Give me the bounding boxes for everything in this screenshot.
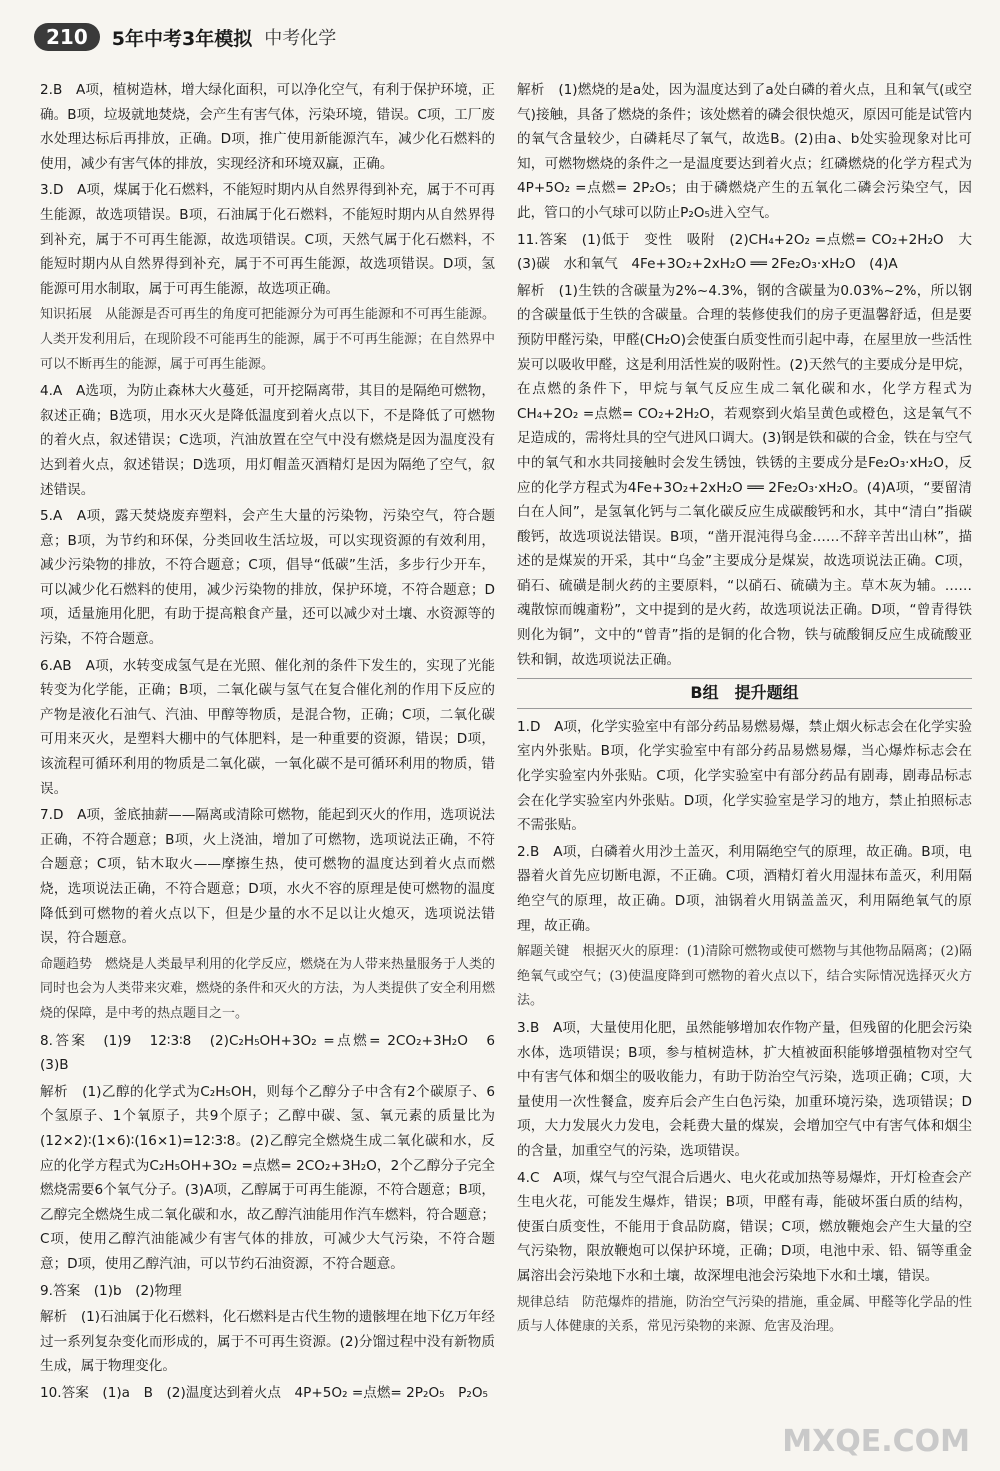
answer-paragraph: 5.A A项，露天焚烧废弃塑料，会产生大量的污染物，污染空气，符合题意；B项，为节约和环保，分类回收生活垃圾，可以实现资源的有效利用，减少污染物的排放，不符合题意；C项，倡导“低碳”生活，多步行少开车，可以减少化石燃料的使用，减少污染物的排放，保护环境，不符合题意；D项，适量施用化肥，有助于提高粮食产量，还可以减少对土壤、水资源等的污染，不符合题意。 bbox=[40, 508, 495, 648]
answer-paragraph: 6.AB A项，水转变成氢气是在光照、催化剂的条件下发生的，实现了光能转变为化学能，正确；B项，二氧化碳与氢气在复合催化剂的作用下反应的产物是液化石油气、汽油、甲醇等物质，是混合物，正确；C项，二氧化碳可用来灭火，是塑料大棚中的气体肥料，是一种重要的资源，错误；D项，该流程可循环利用的物质是二氧化碳，一氧化碳不是可循环利用的物质，错误。 bbox=[40, 657, 495, 797]
answer-paragraph: 解析 (1)燃烧的是a处，因为温度达到了a处白磷的着火点，且和氧气(或空气)接触，具备了燃烧的条件；该处燃着的磷会很快熄灭，原因可能是试管内的氧气含量较少，白磷耗尽了氧气，故选B。(2)由a、b处实验现象对比可知，可燃物燃烧的条件之一是温度要达到着火点；红磷燃烧的化学方程式为4P+5O₂ =点燃= 2P₂O₅；由于磷燃烧产生的五氧化二磷会污染空气，因此，管口的小气球可以防止P₂O₅进入空气。 bbox=[517, 82, 972, 221]
book-series-title: 5年中考3年模拟 bbox=[111, 27, 253, 50]
answer-paragraph: 2.B A项，植树造林，增大绿化面积，可以净化空气，有利于保护环境，正确。B项，垃圾就地焚烧，会产生有害气体，污染环境，错误。C项，工厂废水处理达标后再排放，正确。D项，推广使用新能源汽车，减少化石燃料的使用，减少有害气体的排放，实现经济和环境双赢，正确。 bbox=[40, 82, 495, 172]
answer-paragraph: 解析 (1)石油属于化石燃料，化石燃料是古代生物的遗骸埋在地下亿万年经过一系列复杂变化而形成的，属于不可再生资源。(2)分馏过程中没有新物质生成，属于物理变化。 bbox=[40, 1309, 495, 1375]
answer-paragraph: 3.B A项，大量使用化肥，虽然能够增加农作物产量，但残留的化肥会污染水体，选项错误；B项，参与植树造林，扩大植被面积能够增强植物对空气中有害气体和烟尘的吸收能力，有助于防治空气污染，选项正确；C项，大量使用一次性餐盒，废弃后会产生白色污染，加重环境污染，选项错误；D项，大力发展火力发电，会耗费大量的煤炭，会增加空气中有害气体和烟尘的含量，加重空气的污染，选项错误。 bbox=[517, 1019, 972, 1159]
note-paragraph: 解题关键 根据灭火的原理：(1)清除可燃物或使可燃物与其他物品隔离；(2)隔绝氧气或空气；(3)使温度降到可燃物的着火点以下，结合实际情况选择灭火方法。 bbox=[517, 944, 972, 1009]
answer-paragraph: 7.D A项，釜底抽薪——隔离或清除可燃物，能起到灭火的作用，选项说法正确，不符合题意；B项，火上浇油，增加了可燃物，选项说法正确，不符合题意；C项，钻木取火——摩擦生热，使可燃物的温度达到着火点而燃烧，选项说法正确，不符合题意；D项，水火不容的原理是使可燃物的温度降低到可燃物的着火点以下，但是少量的水不足以让火熄灭，选项说法错误，符合题意。 bbox=[40, 807, 495, 947]
page-header bbox=[34, 12, 974, 62]
answer-paragraph: 解析 (1)生铁的含碳量为2%~4.3%，钢的含碳量为0.03%~2%，所以钢的含碳量低于生铁的含碳量。合理的装修使我们的房子更温馨舒适，但是要预防甲醛污染，甲醛(CH₂O)会使蛋白质变性而引起中毒，在屋里放一些活性炭可以吸收甲醛，这是利用活性炭的吸附性。(2)天然气的主要成分是甲烷，在点燃的条件下，甲烷与氧气反应生成二氧化碳和水，化学方程式为CH₄+2O₂ =点燃= CO₂+2H₂O，若观察到火焰呈黄色或橙色，这是氧气不足造成的，需将灶具的空气进风口调大。(3)钢是铁和碳的合金，铁在与空气中的氧气和水共同接触时会发生锈蚀，铁锈的主要成分是Fe₂O₃·xH₂O，反应的化学方程式为4Fe+3O₂+2xH₂O ══ 2Fe₂O₃·xH₂O。(4)A项，“要留清白在人间”，是氢氧化钙与二氧化碳反应生成碳酸钙和水，其中“清白”指碳酸钙，故选项说法错误。B项，“凿开混沌得乌金……不辞辛苦出山林”，描述的是煤炭的开采，其中“乌金”主要成分是煤炭，故选项说法正确。C项，硝石、硫磺是制火药的主要原料，“以硝石、硫磺为主。草木灰为辅。……魂散惊而魄齑粉”，文中提到的是火药，故选项说法正确。D项，“曾青得铁则化为铜”，文中的“曾青”指的是铜的化合物，铁与硫酸铜反应生成硫酸亚铁和铜，故选项说法正确。 bbox=[517, 282, 972, 668]
watermark-text: MXQE.COM bbox=[782, 1424, 970, 1459]
answer-paragraph: 10.答案 (1)a B (2)温度达到着火点 4P+5O₂ =点燃= 2P₂O₅ P₂O₅ bbox=[40, 1384, 488, 1401]
answer-paragraph: 9.答案 (1)b (2)物理 bbox=[40, 1282, 182, 1299]
right-column bbox=[517, 78, 986, 1448]
answer-paragraph: 11.答案 (1)低于 变性 吸附 (2)CH₄+2O₂ =点燃= CO₂+2H₂O 大 (3)碳 水和氧气 4Fe+3O₂+2xH₂O ══ 2Fe₂O₃·xH₂O (4)A bbox=[517, 231, 986, 273]
answer-paragraph: 1.D A项，化学实验室中有部分药品易燃易爆，禁止烟火标志会在化学实验室内外张贴。B项，化学实验室中有部分药品易燃易爆，当心爆炸标志会在化学实验室内外张贴。C项，化学实验室中有部分药品有剧毒，剧毒品标志会在化学实验室内外张贴。D项，化学实验室是学习的地方，禁止拍照标志不需张贴。 bbox=[517, 718, 972, 834]
note-paragraph: 知识拓展 从能源是否可再生的角度可把能源分为可再生能源和不可再生能源。人类开发利用后，在现阶段不可能再生的能源，属于不可再生能源；在自然界中可以不断再生的能源，属于可再生能源。 bbox=[40, 307, 496, 372]
subject-title: 中考化学 bbox=[264, 28, 337, 49]
page-number: 210 bbox=[34, 23, 100, 51]
answer-paragraph: 3.D A项，煤属于化石燃料，不能短时期内从自然界得到补充，属于不可再生能源，故选项错误。B项，石油属于化石燃料，不能短时期内从自然界得到补充，属于不可再生能源，故选项错误。C项，天然气属于化石燃料，不能短时期内从自然界得到补充，属于不可再生能源，故选项错误。D项，氢能源可用水制取，属于可再生能源，故选项正确。 bbox=[40, 182, 495, 297]
answer-paragraph: 4.C A项，煤气与空气混合后遇火、电火花或加热等易爆炸，开灯检查会产生电火花，可能发生爆炸，错误；B项，甲醛有毒，能破坏蛋白质的结构，使蛋白质变性，不能用于食品防腐，错误；C项，燃放鞭炮会产生大量的空气污染物，限放鞭炮可以保护环境，正确；D项，电池中汞、铅、镉等重金属溶出会污染地下水和土壤，故深埋电池会污染地下水和土壤，错误。 bbox=[517, 1169, 972, 1284]
section-heading: B组 提升题组 bbox=[517, 678, 972, 709]
answer-paragraph: 8.答案 (1)9 12∶3∶8 (2)C₂H₅OH+3O₂ =点燃= 2CO₂+3H₂O 6 (3)B bbox=[40, 1032, 509, 1074]
note-paragraph: 命题趋势 燃烧是人类最早利用的化学反应，燃烧在为人带来热量服务于人类的同时也会为人类带来灾难，燃烧的条件和灭火的方法，为人类提供了安全利用燃烧的保障，是中考的热点题目之一。 bbox=[40, 956, 496, 1021]
answer-paragraph: 2.B A项，白磷着火用沙土盖灭，利用隔绝空气的原理，故正确。B项，电器着火首先应切断电源，不正确。C项，酒精灯着火用湿抹布盖灭，利用隔绝空气的原理，故正确。D项，油锅着火用锅盖盖灭，利用隔绝氧气的原理，故正确。 bbox=[517, 843, 972, 934]
answer-paragraph: 解析 (1)乙醇的化学式为C₂H₅OH，则每个乙醇分子中含有2个碳原子、6个氢原子、1个氧原子，共9个原子；乙醇中碳、氢、氧元素的质量比为(12×2)∶(1×6)∶(16×1)=12∶3∶8。(2)乙醇完全燃烧生成二氧化碳和水，反应的化学方程式为C₂H₅OH+3O₂ =点燃= 2CO₂+3H₂O，2个乙醇分子完全燃烧需要6个氧气分子。(3)A项，乙醇属于可再生能源，不符合题意；B项，乙醇完全燃烧生成二氧化碳和水，故乙醇汽油能用作汽车燃料，符合题意；C项，使用乙醇汽油能减少有害气体的排放，可减少大气污染，不符合题意；D项，使用乙醇汽油，可以节约石油资源，不符合题意。 bbox=[40, 1083, 495, 1272]
left-column bbox=[40, 78, 509, 1448]
answer-paragraph: 4.A A选项，为防止森林大火蔓延，可开挖隔离带，其目的是隔绝可燃物，叙述正确；B选项，用水灭火是降低温度到着火点以下，不是降低了可燃物的着火点，叙述错误；C选项，汽油放置在空气中没有燃烧是因为温度没有达到着火点，叙述错误；D选项，用灯帽盖灭酒精灯是因为隔绝了空气，叙述错误。 bbox=[40, 383, 495, 498]
answer-columns bbox=[40, 78, 986, 1448]
note-paragraph: 规律总结 防范爆炸的措施，防治空气污染的措施，重金属、甲醛等化学品的性质与人体健康的关系，常见污染物的来源、危害及治理。 bbox=[517, 1294, 973, 1335]
